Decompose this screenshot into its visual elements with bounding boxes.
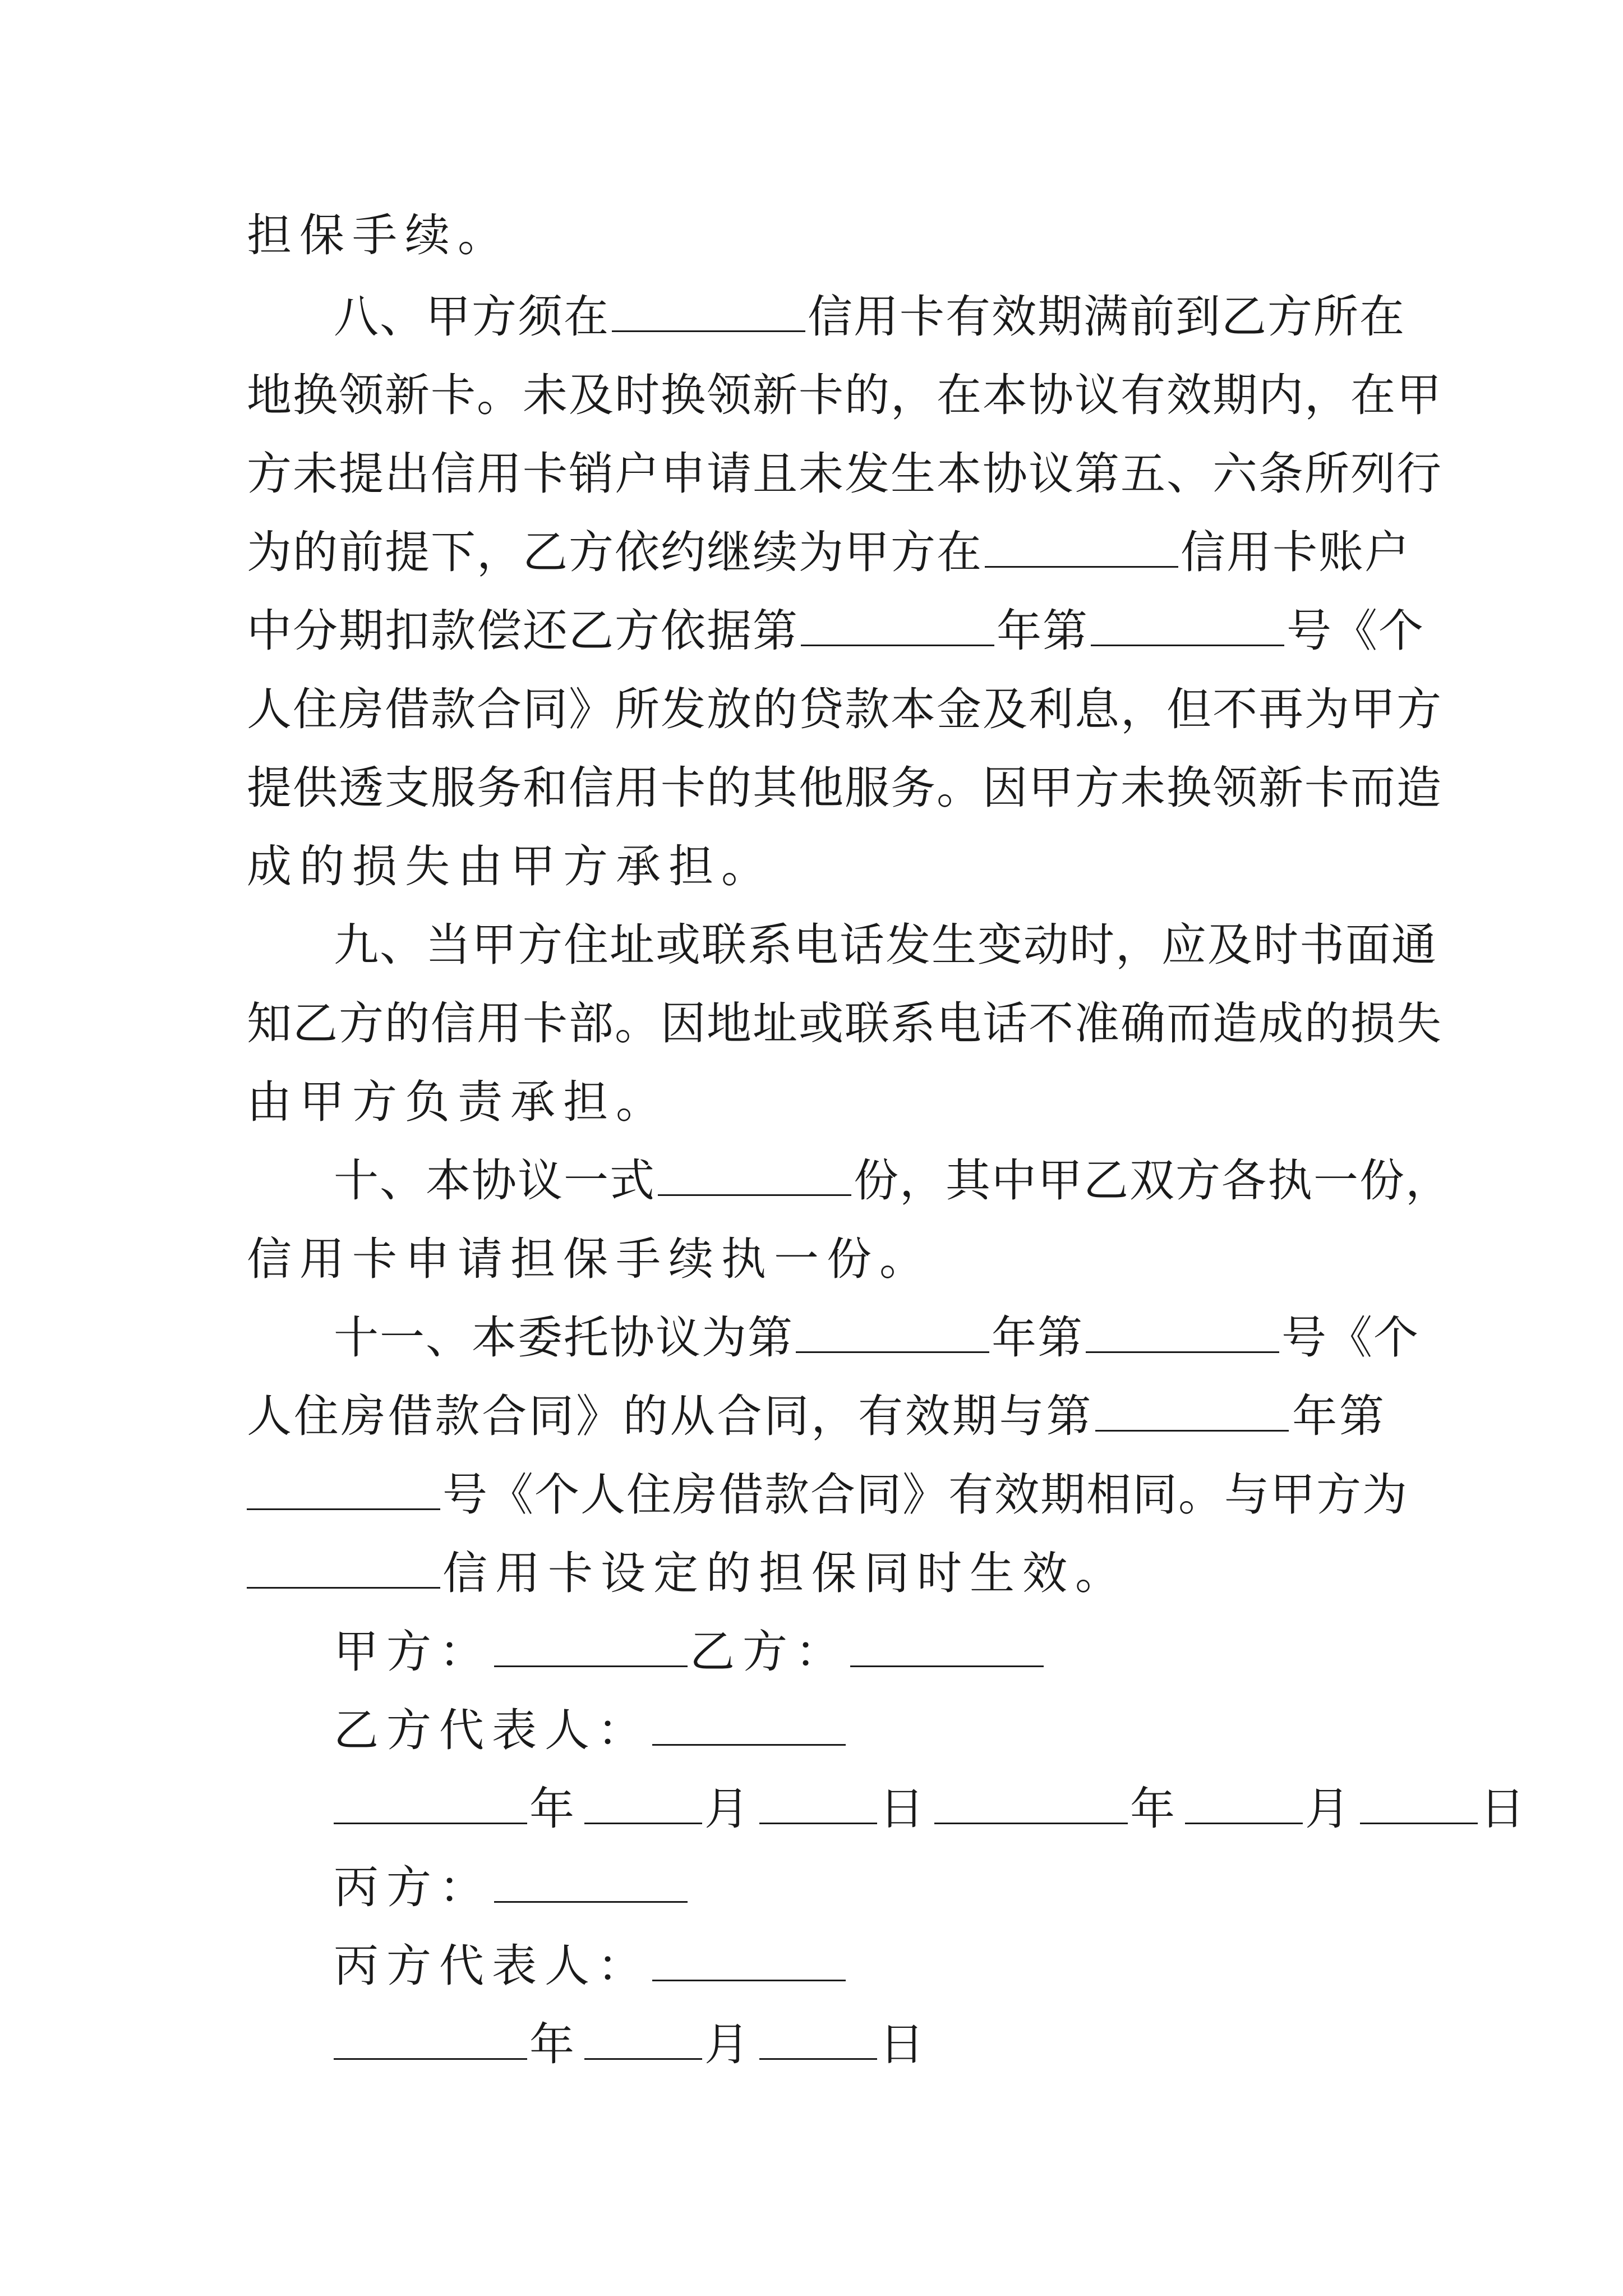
- party-c-representative: 丙方代表人：: [334, 1938, 1385, 1994]
- date-line-2: 年 月 日: [334, 2017, 1385, 2073]
- text-line: 提供透支服务和信用卡的其他服务。因甲方未换领新卡而造: [247, 762, 1442, 814]
- blank-field[interactable]: [247, 1586, 440, 1589]
- date-line-1: 年 月 日 年 月 日: [334, 1781, 1385, 1837]
- blank-field[interactable]: [612, 330, 805, 332]
- day-field[interactable]: [1360, 1822, 1478, 1824]
- year-field[interactable]: [334, 2058, 527, 2060]
- month-field[interactable]: [584, 2058, 702, 2060]
- party-a-field[interactable]: [494, 1665, 688, 1667]
- blank-field[interactable]: [1095, 1429, 1289, 1432]
- party-b-field[interactable]: [850, 1665, 1044, 1667]
- text-line: 担保手续。: [247, 209, 510, 261]
- party-b-representative: 乙方代表人：: [334, 1703, 1385, 1759]
- text-line: 方未提出信用卡销户申请且未发生本协议第五、六条所列行: [247, 448, 1442, 500]
- signature-parties: 甲方： 乙方：: [334, 1624, 1385, 1680]
- clause-11-start: 十一、本委托协议为第 年第 号《个: [334, 1312, 1419, 1364]
- year-field[interactable]: [334, 1822, 527, 1824]
- party-b-rep-field[interactable]: [652, 1743, 846, 1746]
- text-line: 信用卡设定的担保同时生效。: [247, 1545, 1385, 1602]
- blank-field[interactable]: [801, 644, 994, 646]
- clause-10-start: 十、本协议一式 份，其中甲乙双方各执一份，: [334, 1154, 1451, 1207]
- text-line: 由甲方负责承担。: [247, 1076, 668, 1128]
- month-field[interactable]: [1185, 1822, 1303, 1824]
- party-c-rep-field[interactable]: [652, 1979, 846, 1981]
- blank-field[interactable]: [1091, 644, 1284, 646]
- text-line: 中分期扣款偿还乙方依据第 年第 号《个: [247, 605, 1424, 657]
- text-line: 号《个人住房借款合同》有效期相同。与甲方为: [247, 1467, 1385, 1523]
- year-field[interactable]: [934, 1822, 1128, 1824]
- text-line: 地换领新卡。未及时换领新卡的，在本协议有效期内，在甲: [247, 369, 1442, 421]
- day-field[interactable]: [759, 1822, 877, 1824]
- party-c: 丙方：: [334, 1860, 1385, 1916]
- blank-field[interactable]: [1086, 1351, 1279, 1353]
- party-c-field[interactable]: [494, 1901, 688, 1903]
- clause-8-start: 八、甲方须在 信用卡有效期满前到乙方所在: [334, 291, 1405, 343]
- day-field[interactable]: [759, 2058, 877, 2060]
- blank-field[interactable]: [985, 565, 1178, 568]
- blank-field[interactable]: [796, 1351, 989, 1353]
- blank-field[interactable]: [247, 1508, 440, 1510]
- text-line: 知乙方的信用卡部。因地址或联系电话不准确而造成的损失: [247, 997, 1442, 1050]
- text-line: 信用卡申请担保手续执一份。: [247, 1233, 932, 1285]
- clause-9-start: 九、当甲方住址或联系电话发生变动时，应及时书面通: [334, 919, 1437, 971]
- text-line: 人住房借款合同》的从合同，有效期与第 年第: [247, 1390, 1386, 1442]
- month-field[interactable]: [584, 1822, 702, 1824]
- text-line: 人住房借款合同》所发放的贷款本金及利息，但不再为甲方: [247, 683, 1442, 735]
- text-line: 为的前提下，乙方依约继续为甲方在 信用卡账户: [247, 526, 1410, 578]
- text-line: 成的损失由甲方承担。: [247, 840, 774, 892]
- blank-field[interactable]: [658, 1194, 851, 1196]
